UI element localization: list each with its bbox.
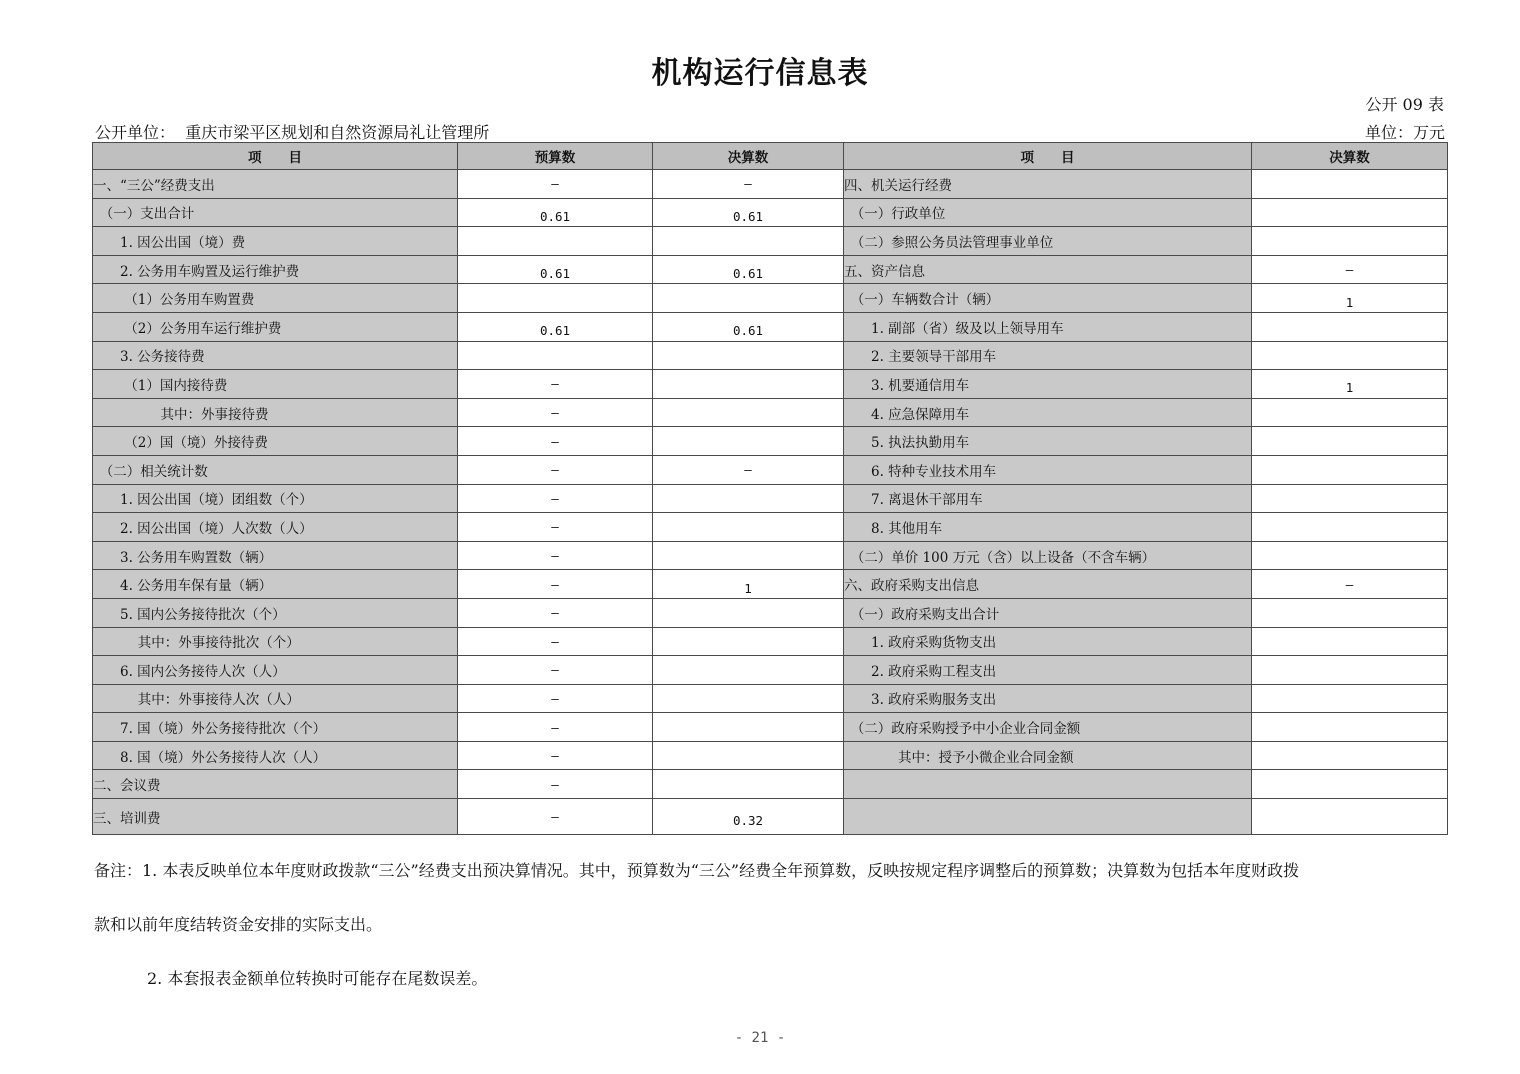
- budget-cell: [458, 370, 653, 399]
- budget-cell: [458, 770, 653, 799]
- table-row: [93, 370, 1448, 399]
- header-final-left: 决算数: [653, 143, 844, 170]
- left-item-cell: [93, 513, 458, 542]
- budget-cell-text: —: [551, 548, 559, 564]
- right-final-cell: [1252, 598, 1448, 627]
- final-cell: [653, 370, 844, 399]
- left-item-cell-text: 4. 公务用车保有量（辆）: [93, 578, 273, 595]
- left-item-cell-text: （1）国内接待费: [93, 377, 228, 394]
- left-item-cell-text: 2. 公务用车购置及运行维护费: [93, 263, 300, 280]
- budget-cell-text: 0.61: [539, 208, 571, 224]
- right-item-cell-text: 5. 执法执勤用车: [844, 435, 970, 452]
- final-cell-text: 1: [744, 580, 752, 596]
- right-item-cell: [844, 198, 1252, 227]
- budget-cell: [458, 284, 653, 313]
- right-item-cell: [844, 627, 1252, 656]
- table-row: [93, 255, 1448, 284]
- right-final-cell: [1252, 312, 1448, 341]
- budget-cell-text: —: [551, 690, 559, 706]
- left-item-cell: [93, 770, 458, 799]
- budget-cell: [458, 455, 653, 484]
- left-item-cell: [93, 598, 458, 627]
- right-final-cell: [1252, 713, 1448, 742]
- table-row: [93, 598, 1448, 627]
- left-item-cell: [93, 312, 458, 341]
- left-item-cell: [93, 741, 458, 770]
- budget-cell: [458, 656, 653, 685]
- right-final-cell: [1252, 541, 1448, 570]
- left-item-cell: [93, 484, 458, 513]
- budget-cell: [458, 570, 653, 599]
- right-item-cell-text: （二）单价 100 万元（含）以上设备（不含车辆）: [844, 549, 1156, 566]
- final-cell: [653, 799, 844, 835]
- budget-cell-text: —: [551, 462, 559, 478]
- table-row: [93, 713, 1448, 742]
- header-final-right: 决算数: [1252, 143, 1448, 170]
- budget-cell-text: —: [551, 776, 559, 792]
- budget-cell: [458, 427, 653, 456]
- budget-cell: [458, 170, 653, 199]
- table-row: [93, 541, 1448, 570]
- left-item-cell: [93, 170, 458, 199]
- left-item-cell: [93, 570, 458, 599]
- budget-cell: [458, 312, 653, 341]
- left-item-cell: [93, 713, 458, 742]
- left-item-cell-text: （二）相关统计数: [93, 463, 208, 480]
- right-final-cell: [1252, 398, 1448, 427]
- budget-cell: [458, 713, 653, 742]
- left-item-cell-text: 三、培训费: [93, 810, 161, 827]
- table-row: [93, 570, 1448, 599]
- left-item-cell: [93, 427, 458, 456]
- right-item-cell: [844, 513, 1252, 542]
- right-item-cell: [844, 370, 1252, 399]
- left-item-cell: [93, 284, 458, 313]
- left-item-cell-text: 1. 因公出国（境）费: [93, 234, 246, 251]
- final-cell-text: 0.61: [732, 208, 764, 224]
- left-item-cell-text: 3. 公务用车购置数（辆）: [93, 549, 273, 566]
- final-cell-text: —: [744, 462, 752, 478]
- reporting-unit: [95, 120, 489, 143]
- right-final-cell: [1252, 484, 1448, 513]
- budget-cell-text: —: [551, 576, 559, 592]
- final-cell: [653, 684, 844, 713]
- right-final-cell: [1252, 427, 1448, 456]
- right-item-cell: [844, 656, 1252, 685]
- right-item-cell: [844, 455, 1252, 484]
- budget-cell: [458, 684, 653, 713]
- right-item-cell: [844, 598, 1252, 627]
- left-item-cell-text: （1）公务用车购置费: [93, 292, 255, 309]
- left-item-cell-text: 5. 国内公务接待批次（个）: [93, 606, 286, 623]
- budget-cell-text: —: [551, 519, 559, 535]
- final-cell: [653, 770, 844, 799]
- table-row: [93, 312, 1448, 341]
- table-row: [93, 799, 1448, 835]
- table-row: [93, 341, 1448, 370]
- final-cell-text: 0.32: [732, 813, 764, 829]
- budget-cell: [458, 255, 653, 284]
- right-item-cell-text: 四、机关运行经费: [844, 177, 952, 194]
- table-row: [93, 427, 1448, 456]
- right-item-cell-text: 五、资产信息: [844, 263, 925, 280]
- right-item-cell: [844, 799, 1252, 835]
- left-item-cell-text: 3. 公务接待费: [93, 349, 205, 366]
- final-cell: [653, 255, 844, 284]
- budget-cell-text: 0.61: [539, 323, 571, 339]
- right-item-cell: [844, 170, 1252, 199]
- right-item-cell: [844, 713, 1252, 742]
- budget-cell-text: —: [551, 176, 559, 192]
- right-item-cell: [844, 312, 1252, 341]
- note-2: 2. 本套报表金额单位转换时可能存在尾数误差。: [147, 969, 488, 988]
- right-item-cell-text: （一）政府采购支出合计: [844, 606, 1000, 623]
- right-final-cell: [1252, 513, 1448, 542]
- right-item-cell-text: 六、政府采购支出信息: [844, 578, 979, 595]
- left-item-cell: [93, 455, 458, 484]
- final-cell: [653, 170, 844, 199]
- final-cell: [653, 656, 844, 685]
- left-item-cell: [93, 370, 458, 399]
- final-cell: [653, 570, 844, 599]
- final-cell: [653, 741, 844, 770]
- right-final-cell: [1252, 255, 1448, 284]
- right-item-cell-text: 4. 应急保障用车: [844, 406, 970, 423]
- left-item-cell-text: 其中：外事接待费: [93, 406, 269, 423]
- right-item-cell: [844, 255, 1252, 284]
- budget-cell-text: —: [551, 748, 559, 764]
- left-item-cell: [93, 341, 458, 370]
- right-item-cell: [844, 284, 1252, 313]
- right-item-cell: [844, 541, 1252, 570]
- right-final-cell: [1252, 370, 1448, 399]
- final-cell: [653, 455, 844, 484]
- right-final-cell: [1252, 627, 1448, 656]
- page-number: - 21 -: [734, 1030, 786, 1046]
- header-item-left: 项 目: [93, 143, 458, 170]
- left-item-cell-text: 8. 国（境）外公务接待人次（人）: [93, 749, 327, 766]
- reporting-unit-label: 公开单位：: [95, 123, 176, 142]
- left-item-cell-text: 6. 国内公务接待人次（人）: [93, 663, 286, 680]
- table-row: [93, 741, 1448, 770]
- final-cell: [653, 284, 844, 313]
- budget-cell: [458, 513, 653, 542]
- budget-cell-text: —: [551, 490, 559, 506]
- right-item-cell-text: （二）政府采购授予中小企业合同金额: [844, 721, 1081, 738]
- left-item-cell: [93, 541, 458, 570]
- table-row: [93, 170, 1448, 199]
- right-final-cell-text: 1: [1345, 294, 1354, 310]
- final-cell: [653, 341, 844, 370]
- left-item-cell-text: 7. 国（境）外公务接待批次（个）: [93, 721, 327, 738]
- budget-cell: [458, 198, 653, 227]
- left-item-cell-text: 1. 因公出国（境）团组数（个）: [93, 492, 313, 509]
- budget-cell-text: —: [551, 433, 559, 449]
- budget-cell-text: —: [551, 719, 559, 735]
- final-cell: [653, 398, 844, 427]
- right-final-cell-text: —: [1345, 576, 1354, 592]
- table-row: [93, 284, 1448, 313]
- table-row: [93, 398, 1448, 427]
- right-final-cell-text: 1: [1345, 380, 1354, 396]
- table-row: [93, 656, 1448, 685]
- right-item-cell-text: 7. 离退休干部用车: [844, 492, 983, 509]
- right-final-cell: [1252, 198, 1448, 227]
- left-item-cell-text: 其中：外事接待人次（人）: [93, 692, 300, 709]
- final-cell-text: 0.61: [732, 266, 764, 282]
- right-item-cell: [844, 684, 1252, 713]
- right-item-cell-text: 其中：授予小微企业合同金额: [844, 749, 1074, 766]
- right-item-cell-text: 3. 机要通信用车: [844, 377, 970, 394]
- budget-cell-text: —: [551, 605, 559, 621]
- table-row: [93, 513, 1448, 542]
- right-item-cell: [844, 770, 1252, 799]
- right-final-cell: [1252, 656, 1448, 685]
- right-item-cell: [844, 398, 1252, 427]
- left-item-cell: [93, 227, 458, 256]
- budget-cell: [458, 541, 653, 570]
- right-final-cell: [1252, 284, 1448, 313]
- table-row: [93, 227, 1448, 256]
- left-item-cell: [93, 255, 458, 284]
- final-cell-text: 0.61: [732, 323, 764, 339]
- budget-cell-text: —: [551, 662, 559, 678]
- budget-cell: [458, 484, 653, 513]
- table-row: [93, 455, 1448, 484]
- right-item-cell-text: 1. 政府采购货物支出: [844, 635, 997, 652]
- budget-cell-text: 0.61: [539, 266, 571, 282]
- operations-info-table: [92, 142, 1448, 835]
- right-final-cell: [1252, 799, 1448, 835]
- right-item-cell-text: （一）行政单位: [844, 206, 946, 223]
- right-item-cell-text: （一）车辆数合计（辆）: [844, 292, 1000, 309]
- final-cell: [653, 627, 844, 656]
- table-header-row: [93, 143, 1448, 170]
- note-1-line-2: 款和以前年度结转资金安排的实际支出。: [94, 915, 383, 934]
- final-cell-text: —: [744, 176, 752, 192]
- budget-cell: [458, 598, 653, 627]
- right-final-cell: [1252, 684, 1448, 713]
- right-item-cell: [844, 341, 1252, 370]
- right-item-cell-text: 1. 副部（省）级及以上领导用车: [844, 320, 1064, 337]
- right-final-cell: [1252, 770, 1448, 799]
- table-row: [93, 627, 1448, 656]
- right-item-cell: [844, 484, 1252, 513]
- table-row: [93, 198, 1448, 227]
- left-item-cell-text: 二、会议费: [93, 778, 161, 795]
- left-item-cell: [93, 398, 458, 427]
- right-final-cell: [1252, 170, 1448, 199]
- unit-info-row: [93, 120, 1445, 140]
- budget-cell: [458, 398, 653, 427]
- right-item-cell-text: 6. 特种专业技术用车: [844, 463, 997, 480]
- table-row: [93, 484, 1448, 513]
- budget-cell-text: —: [551, 405, 559, 421]
- left-item-cell-text: 一、“三公”经费支出: [93, 177, 215, 194]
- left-item-cell-text: （2）公务用车运行维护费: [93, 320, 282, 337]
- table-row: [93, 684, 1448, 713]
- right-item-cell-text: 2. 主要领导干部用车: [844, 349, 997, 366]
- budget-cell: [458, 741, 653, 770]
- budget-cell-text: —: [551, 809, 559, 825]
- right-final-cell: [1252, 741, 1448, 770]
- right-item-cell: [844, 227, 1252, 256]
- right-final-cell-text: —: [1345, 262, 1354, 278]
- left-item-cell: [93, 684, 458, 713]
- right-final-cell: [1252, 455, 1448, 484]
- final-cell: [653, 427, 844, 456]
- right-final-cell: [1252, 341, 1448, 370]
- final-cell: [653, 713, 844, 742]
- left-item-cell: [93, 627, 458, 656]
- right-final-cell: [1252, 570, 1448, 599]
- table-row: [93, 770, 1448, 799]
- right-item-cell-text: 8. 其他用车: [844, 520, 943, 537]
- right-final-cell: [1252, 227, 1448, 256]
- final-cell: [653, 198, 844, 227]
- final-cell: [653, 312, 844, 341]
- budget-cell-text: —: [551, 633, 559, 649]
- final-cell: [653, 484, 844, 513]
- header-budget: 预算数: [458, 143, 653, 170]
- page-title: 机构运行信息表: [651, 56, 869, 91]
- final-cell: [653, 541, 844, 570]
- right-item-cell-text: 2. 政府采购工程支出: [844, 663, 997, 680]
- left-item-cell-text: 2. 因公出国（境）人次数（人）: [93, 520, 313, 537]
- table-code: 公开 09 表: [1365, 95, 1444, 114]
- budget-cell: [458, 227, 653, 256]
- currency-unit: 单位：万元: [1364, 123, 1445, 142]
- budget-cell: [458, 627, 653, 656]
- left-item-cell: [93, 656, 458, 685]
- budget-cell: [458, 341, 653, 370]
- final-cell: [653, 227, 844, 256]
- budget-cell-text: —: [551, 376, 559, 392]
- left-item-cell-text: 其中：外事接待批次（个）: [93, 635, 300, 652]
- budget-cell: [458, 799, 653, 835]
- right-item-cell: [844, 741, 1252, 770]
- left-item-cell: [93, 198, 458, 227]
- right-item-cell: [844, 570, 1252, 599]
- final-cell: [653, 598, 844, 627]
- final-cell: [653, 513, 844, 542]
- right-item-cell: [844, 427, 1252, 456]
- note-1-line-1: 备注：1. 本表反映单位本年度财政拨款“三公”经费支出预决算情况。其中，预算数为“三公”经费全年预算数，反映按规定程序调整后的预算数；决算数为包括本年度财政拨: [94, 861, 1300, 880]
- header-item-right: 项 目: [844, 143, 1252, 170]
- left-item-cell: [93, 799, 458, 835]
- left-item-cell-text: （一）支出合计: [93, 206, 195, 223]
- right-item-cell-text: 3. 政府采购服务支出: [844, 692, 997, 709]
- right-item-cell-text: （二）参照公务员法管理事业单位: [844, 234, 1054, 251]
- reporting-unit-name: 重庆市梁平区规划和自然资源局礼让管理所: [185, 123, 490, 142]
- left-item-cell-text: （2）国（境）外接待费: [93, 435, 268, 452]
